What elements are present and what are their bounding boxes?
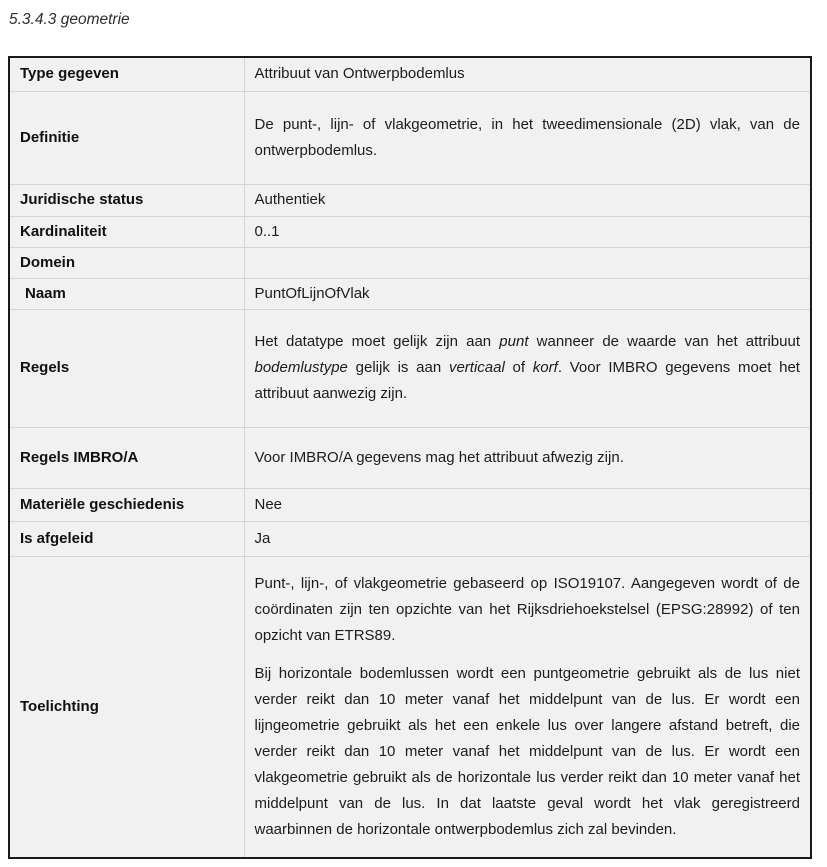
row-value-juridische-status: Authentiek	[244, 184, 811, 216]
table-row-regels-imbro-a	[9, 427, 811, 488]
row-label-toelichting: Toelichting	[9, 556, 244, 858]
row-value-type-gegeven: Attribuut van Ontwerpbodemlus	[244, 57, 811, 91]
table-row-definitie	[9, 91, 811, 184]
row-label-kardinaliteit: Kardinaliteit	[9, 216, 244, 247]
regels-imbro-a-text: Voor IMBRO/A gegevens mag het attribuut afwezig zijn.	[254, 448, 624, 466]
table-row-kardinaliteit	[9, 216, 811, 247]
row-label-naam: Naam	[9, 278, 244, 309]
regels-segment-italic: punt	[499, 333, 529, 350]
row-value-domein	[244, 247, 811, 278]
row-label-regels: Regels	[9, 309, 244, 427]
row-value-materiele-geschiedenis: Nee	[244, 488, 811, 521]
table-row-regels	[9, 309, 811, 427]
table-row-is-afgeleid	[9, 521, 811, 556]
attribute-table	[8, 56, 812, 859]
regels-segment-italic: bodemlustype	[254, 359, 348, 376]
definitie-text: De punt-, lijn- of vlakgeometrie, in het tweedimensionale (2D) vlak, van de ontwerpbodemlus.	[254, 115, 800, 159]
regels-text	[255, 329, 801, 407]
row-value-definitie	[244, 91, 811, 184]
row-label-domein: Domein	[9, 247, 244, 278]
row-label-regels-imbro-a: Regels IMBRO/A	[9, 427, 244, 488]
toelichting-paragraph-1: Punt-, lijn-, of vlakgeometrie gebaseerd op ISO19107. Aangegeven wordt of de coördinaten zijn ten opzichte van het Rijksdriehoekstelsel (EPSG:28992) of ten opzicht van ETRS89.	[254, 574, 800, 644]
row-label-juridische-status: Juridische status	[9, 184, 244, 216]
page-title: 5.3.4.3 geometrie	[9, 11, 130, 28]
regels-segment: . Voor IMBRO gegevens moet het attribuut aanwezig zijn.	[254, 359, 800, 402]
table-row-naam	[9, 278, 811, 309]
regels-segment-italic: verticaal	[448, 359, 505, 376]
row-value-kardinaliteit: 0..1	[244, 216, 811, 247]
regels-segment-italic: korf	[532, 359, 558, 376]
row-value-toelichting	[244, 556, 811, 858]
row-value-regels-imbro-a	[244, 427, 811, 488]
table-row-juridische-status	[9, 184, 811, 216]
row-label-materiele-geschiedenis: Materiële geschiedenis	[9, 488, 244, 521]
row-value-is-afgeleid: Ja	[244, 521, 811, 556]
regels-segment: of	[504, 359, 533, 376]
regels-segment: gelijk is aan	[347, 359, 449, 376]
table-row-domein	[9, 247, 811, 278]
row-label-is-afgeleid: Is afgeleid	[9, 521, 244, 556]
table-row-type-gegeven	[9, 57, 811, 91]
toelichting-paragraph-2: Bij horizontale bodemlussen wordt een puntgeometrie gebruikt als de lus niet verder reikt dan 10 meter vanaf het middelpunt van de lus. Er wordt een lijngeometrie gebruikt als het een enkele lus over langere afstand betreft, die verder reikt dan 10 meter vanaf het middelpunt van de lus. Er wordt een vlakgeometrie gebruikt als de horizontale lus verder reikt dan 10 meter vanaf het middelpunt van de lus. In dat laatste geval wordt het vlak geregistreerd waarbinnen de horizontale ontwerpbodemlus zich zal bevinden.	[254, 664, 800, 838]
table-row-toelichting	[9, 556, 811, 858]
regels-segment: Het datatype moet gelijk zijn aan	[254, 333, 500, 350]
table-row-materiele-geschiedenis	[9, 488, 811, 521]
row-label-type-gegeven: Type gegeven	[9, 57, 244, 91]
row-label-definitie: Definitie	[9, 91, 244, 184]
regels-segment: wanneer de waarde van het attribuut	[528, 333, 800, 350]
row-value-regels	[244, 309, 811, 427]
row-value-naam: PuntOfLijnOfVlak	[244, 278, 811, 309]
